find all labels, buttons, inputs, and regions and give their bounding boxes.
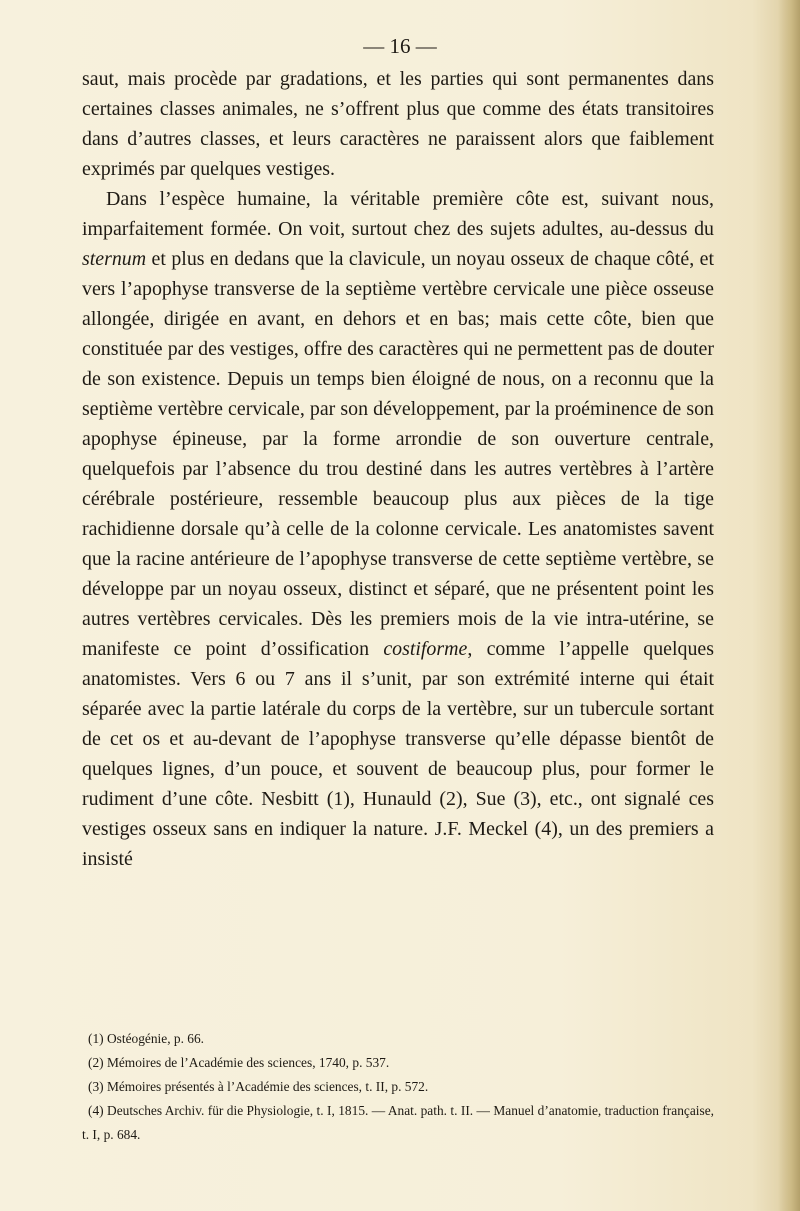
footnotes	[82, 1027, 714, 1147]
footnote-4: (4) Deutsches Archiv. für die Physiologie, t. I, 1815. — Anat. path. t. II. — Manuel d’anatomie, traduction française, t. I, p. 684.	[82, 1103, 714, 1142]
footnote-1: (1) Ostéogénie, p. 66.	[88, 1031, 205, 1046]
main-text	[82, 64, 714, 874]
paragraph-1: saut, mais procède par gradations, et les parties qui sont permanentes dans certaines classes animales, ne s’offrent plus que comme des états transitoires dans d’autres classes, et leurs caractères ne paraissent alors que faiblement exprimés par quelques vestiges.	[82, 68, 714, 180]
paragraph-2-part-b: et plus en dedans que la clavicule, un noyau osseux de chaque côté, et vers l’apophyse transverse de la septième vertèbre cervicale une pièce osseuse allongée, dirigée en avant, en dehors et en bas; mais cette côte, bien que constituée par des vestiges, offre des caractères qui ne permettent pas de douter de son existence. Depuis un temps bien éloigné de nous, on a reconnu que la septième vertèbre cervicale, par son développement, par la proéminence de son apophyse épineuse, par la forme arrondie de son ouverture centrale, quelquefois par l’absence du trou destiné dans les autres vertèbres à l’artère cérébrale postérieure, ressemble beaucoup plus aux pièces de la tige rachidienne dorsale qu’à celle de la colonne cervicale. Les anatomistes savent que la racine antérieure de l’apophyse transverse de cette septième vertèbre, se développe par un noyau osseux, distinct et séparé, que ne présentent point les autres vertèbres cervicales. Dès les premiers mois de la vie intra-utérine, se manifeste ce point d’ossification	[82, 248, 714, 660]
italic-costiforme: costiforme	[383, 638, 468, 660]
paragraph-2	[82, 184, 714, 874]
paragraph-2-part-c: , comme l’appelle quelques anatomistes. Vers 6 ou 7 ans il s’unit, par son extrémité interne qui était séparée avec la partie latérale du corps de la vertèbre, sur un tubercule sortant de cet os et au-devant de l’apophyse transverse qu’elle dépasse bientôt de quelques lignes, d’un pouce, et souvent de beaucoup plus, pour former le rudiment d’une côte. Nesbitt (1), Hunauld (2), Sue (3), etc., ont signalé ces vestiges osseux sans en indiquer la nature. J.F. Meckel (4), un des premiers a insisté	[82, 638, 714, 870]
page-edge-shadow	[778, 0, 800, 1211]
footnote-2: (2) Mémoires de l’Académie des sciences, 1740, p. 537.	[88, 1055, 390, 1070]
italic-sternum: sternum	[82, 248, 147, 270]
paragraph-2-part-a: Dans l’espèce humaine, la véritable première côte est, suivant nous, imparfaitement formée. On voit, surtout chez des sujets adultes, au-dessus du	[82, 188, 714, 240]
page-number-header: — 16 —	[363, 34, 437, 58]
footnote-3: (3) Mémoires présentés à l’Académie des sciences, t. II, p. 572.	[88, 1079, 429, 1094]
